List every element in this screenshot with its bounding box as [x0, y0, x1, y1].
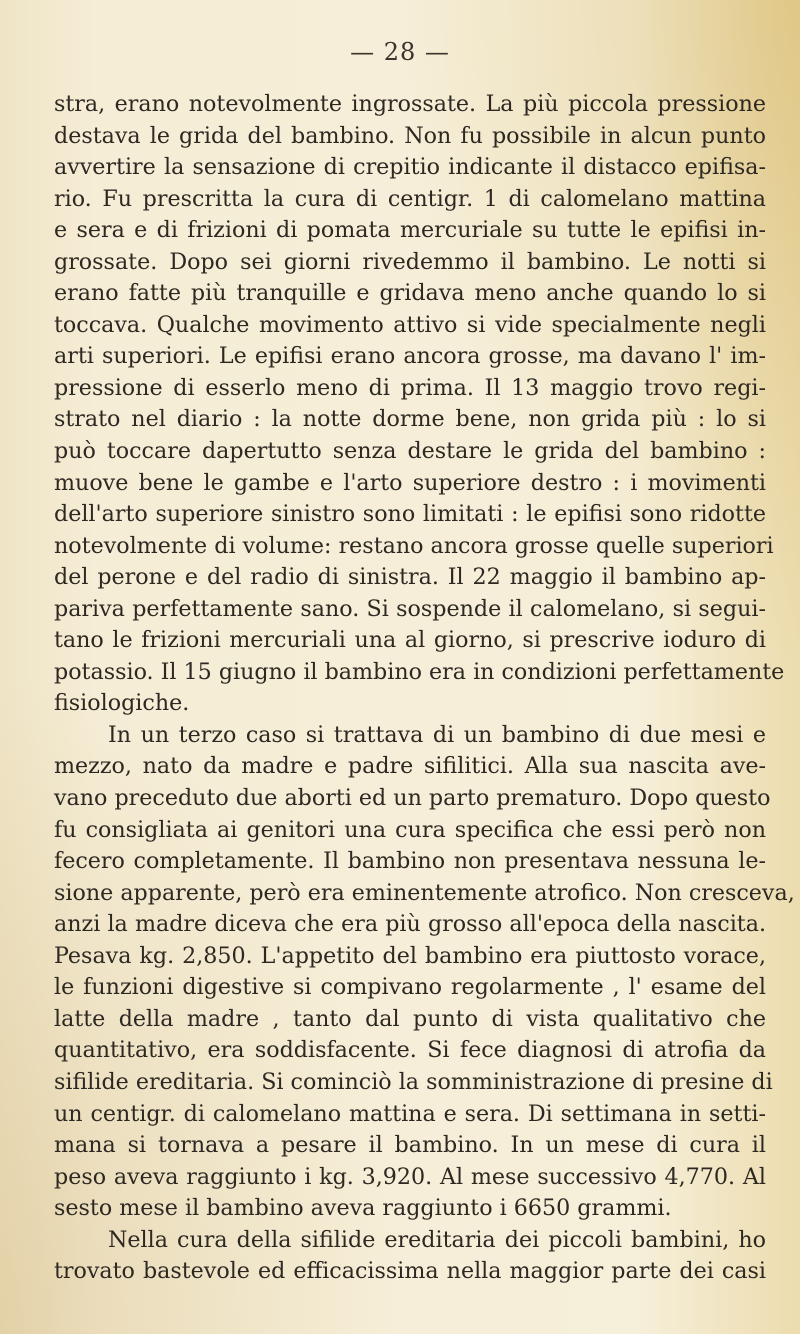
text-line: sifilide ereditaria. Si cominciò la somministrazione di presine di — [54, 1068, 773, 1095]
text-line: del perone e del radio di sinistra. Il 22 maggio il bambino ap- — [54, 564, 766, 591]
text-line: dell'arto superiore sinistro sono limitati : le epifisi sono ridotte — [54, 501, 766, 528]
text-line: quantitativo, era soddisfacente. Si fece diagnosi di atrofia da — [54, 1037, 766, 1064]
text-line: fecero completamente. Il bambino non presentava nessuna le- — [54, 848, 766, 875]
text-line: avvertire la sensazione di crepitio indicante il distacco epifisa- — [54, 154, 766, 181]
paragraph-start-line: Nella cura della sifilide ereditaria dei piccoli bambini, ho — [108, 1226, 766, 1253]
text-line: pariva perfettamente sano. Si sospende il calomelano, si segui- — [54, 595, 766, 622]
paragraph-end-line: fisiologiche. — [54, 690, 190, 717]
text-line: notevolmente di volume: restano ancora grosse quelle superiori — [54, 532, 774, 559]
text-line: tano le frizioni mercuriali una al giorno, si prescrive ioduro di — [54, 627, 766, 654]
text-line: mezzo, nato da madre e padre sifilitici. Alla sua nascita ave- — [54, 753, 766, 780]
text-line: erano fatte più tranquille e gridava meno anche quando lo si — [54, 280, 766, 307]
text-line: strato nel diario : la notte dorme bene, non grida più : lo si — [54, 406, 766, 433]
text-line: mana si tornava a pesare il bambino. In un mese di cura il — [54, 1132, 766, 1159]
text-line: rio. Fu prescritta la cura di centigr. 1 di calomelano mattina — [54, 185, 766, 212]
paragraph-start-line: In un terzo caso si trattava di un bambino di due mesi e — [108, 721, 766, 748]
body-text — [54, 89, 795, 1288]
text-line: stra, erano notevolmente ingrossate. La più piccola pressione — [54, 91, 766, 117]
text-line: pressione di esserlo meno di prima. Il 13 maggio trovo regi- — [54, 374, 766, 401]
paragraph-end-line: sesto mese il bambino aveva raggiunto i 6650 grammi. — [54, 1195, 672, 1222]
text-line: potassio. Il 15 giugno il bambino era in condizioni perfettamente — [54, 658, 785, 685]
text-line: può toccare dapertutto senza destare le grida del bambino : — [54, 438, 766, 465]
text-line: destava le grida del bambino. Non fu possibile in alcun punto — [54, 122, 766, 149]
text-line: un centigr. di calomelano mattina e sera. Di settimana in setti- — [54, 1100, 766, 1127]
page-number: — 28 — — [350, 38, 450, 66]
text-line: e sera e di frizioni di pomata mercuriale su tutte le epifisi in- — [54, 217, 766, 244]
text-line: toccava. Qualche movimento attivo si vide specialmente negli — [54, 311, 766, 338]
text-line: latte della madre , tanto dal punto di vista qualitativo che — [54, 1005, 766, 1032]
text-line: grossate. Dopo sei giorni rivedemmo il bambino. Le notti si — [54, 248, 766, 275]
text-line: anzi la madre diceva che era più grosso all'epoca della nascita. — [54, 911, 766, 938]
text-line: arti superiori. Le epifisi erano ancora grosse, ma davano l' im- — [54, 343, 766, 370]
text-line: vano preceduto due aborti ed un parto prematuro. Dopo questo — [54, 785, 771, 812]
text-line: muove bene le gambe e l'arto superiore destro : i movimenti — [54, 469, 766, 496]
text-line: fu consigliata ai genitori una cura specifica che essi però non — [54, 816, 766, 843]
text-line: peso aveva raggiunto i kg. 3,920. Al mese successivo 4,770. Al — [54, 1163, 766, 1190]
text-line: trovato bastevole ed efficacissima nella maggior parte dei casi — [54, 1258, 766, 1285]
text-line: Pesava kg. 2,850. L'appetito del bambino era piuttosto vorace, — [54, 942, 766, 969]
text-line: le funzioni digestive si compivano regolarmente , l' esame del — [54, 974, 766, 1001]
text-line: sione apparente, però era eminentemente atrofico. Non cresceva, — [54, 879, 795, 906]
